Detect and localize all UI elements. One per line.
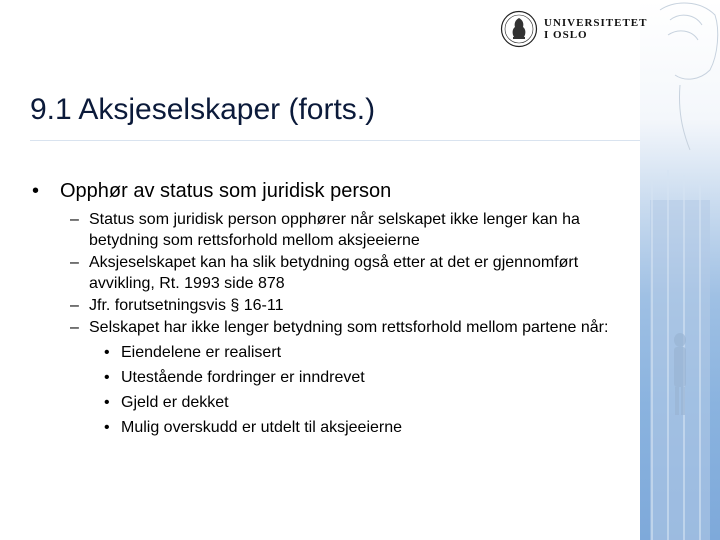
dot-marker: • [104,419,110,436]
bullet-marker: • [32,180,40,202]
decorative-side-band [640,0,720,540]
university-name-line-1: UNIVERSITETET [544,17,648,29]
statue-silhouette-graphic [640,0,720,540]
sub-bullet-text: Jfr. forutsetningsvis § 16-11 [89,297,284,314]
dot-marker: • [104,394,110,411]
university-logo [500,10,648,52]
bullet-level-1 [30,178,630,204]
sub-bullet [30,295,630,316]
title-divider [30,140,640,141]
slide-body [30,178,630,438]
dash-marker: – [70,319,79,336]
sub-bullet-text: Selskapet har ikke lenger betydning som rettsforhold mellom partene når: [89,319,609,336]
sub-sub-bullet-text: Eiendelene er realisert [121,344,282,361]
sub-bullet-text: Aksjeselskapet kan ha slik betydning også etter at det er gjennomført avvikling, Rt. 1993 side 878 [89,254,579,292]
sub-bullet-list [30,209,630,438]
sub-sub-bullet-text: Utestående fordringer er inndrevet [121,369,365,386]
university-seal-icon [500,10,538,48]
dash-marker: – [70,211,79,228]
university-name [544,17,647,41]
sub-sub-bullet [30,342,630,363]
bullet-text: Opphør av status som juridisk person [60,180,392,202]
dot-marker: • [104,369,110,386]
university-name-line-2: I OSLO [544,29,588,41]
sub-bullet [30,209,630,251]
dash-marker: – [70,297,79,314]
sub-bullet-text: Status som juridisk person opphører når selskapet ikke lenger kan ha betydning som rettsforhold mellom aksjeeierne [89,211,580,249]
dash-marker: – [70,254,79,271]
sub-bullet [30,317,630,338]
dot-marker: • [104,344,110,361]
sub-sub-bullet [30,417,630,438]
sub-sub-bullet [30,367,630,388]
sub-sub-bullet [30,392,630,413]
sub-bullet [30,252,630,294]
sub-sub-bullet-text: Mulig overskudd er utdelt til aksjeeierne [121,419,403,436]
slide-title: 9.1 Aksjeselskaper (forts.) [30,93,376,126]
sub-sub-bullet-text: Gjeld er dekket [121,394,229,411]
